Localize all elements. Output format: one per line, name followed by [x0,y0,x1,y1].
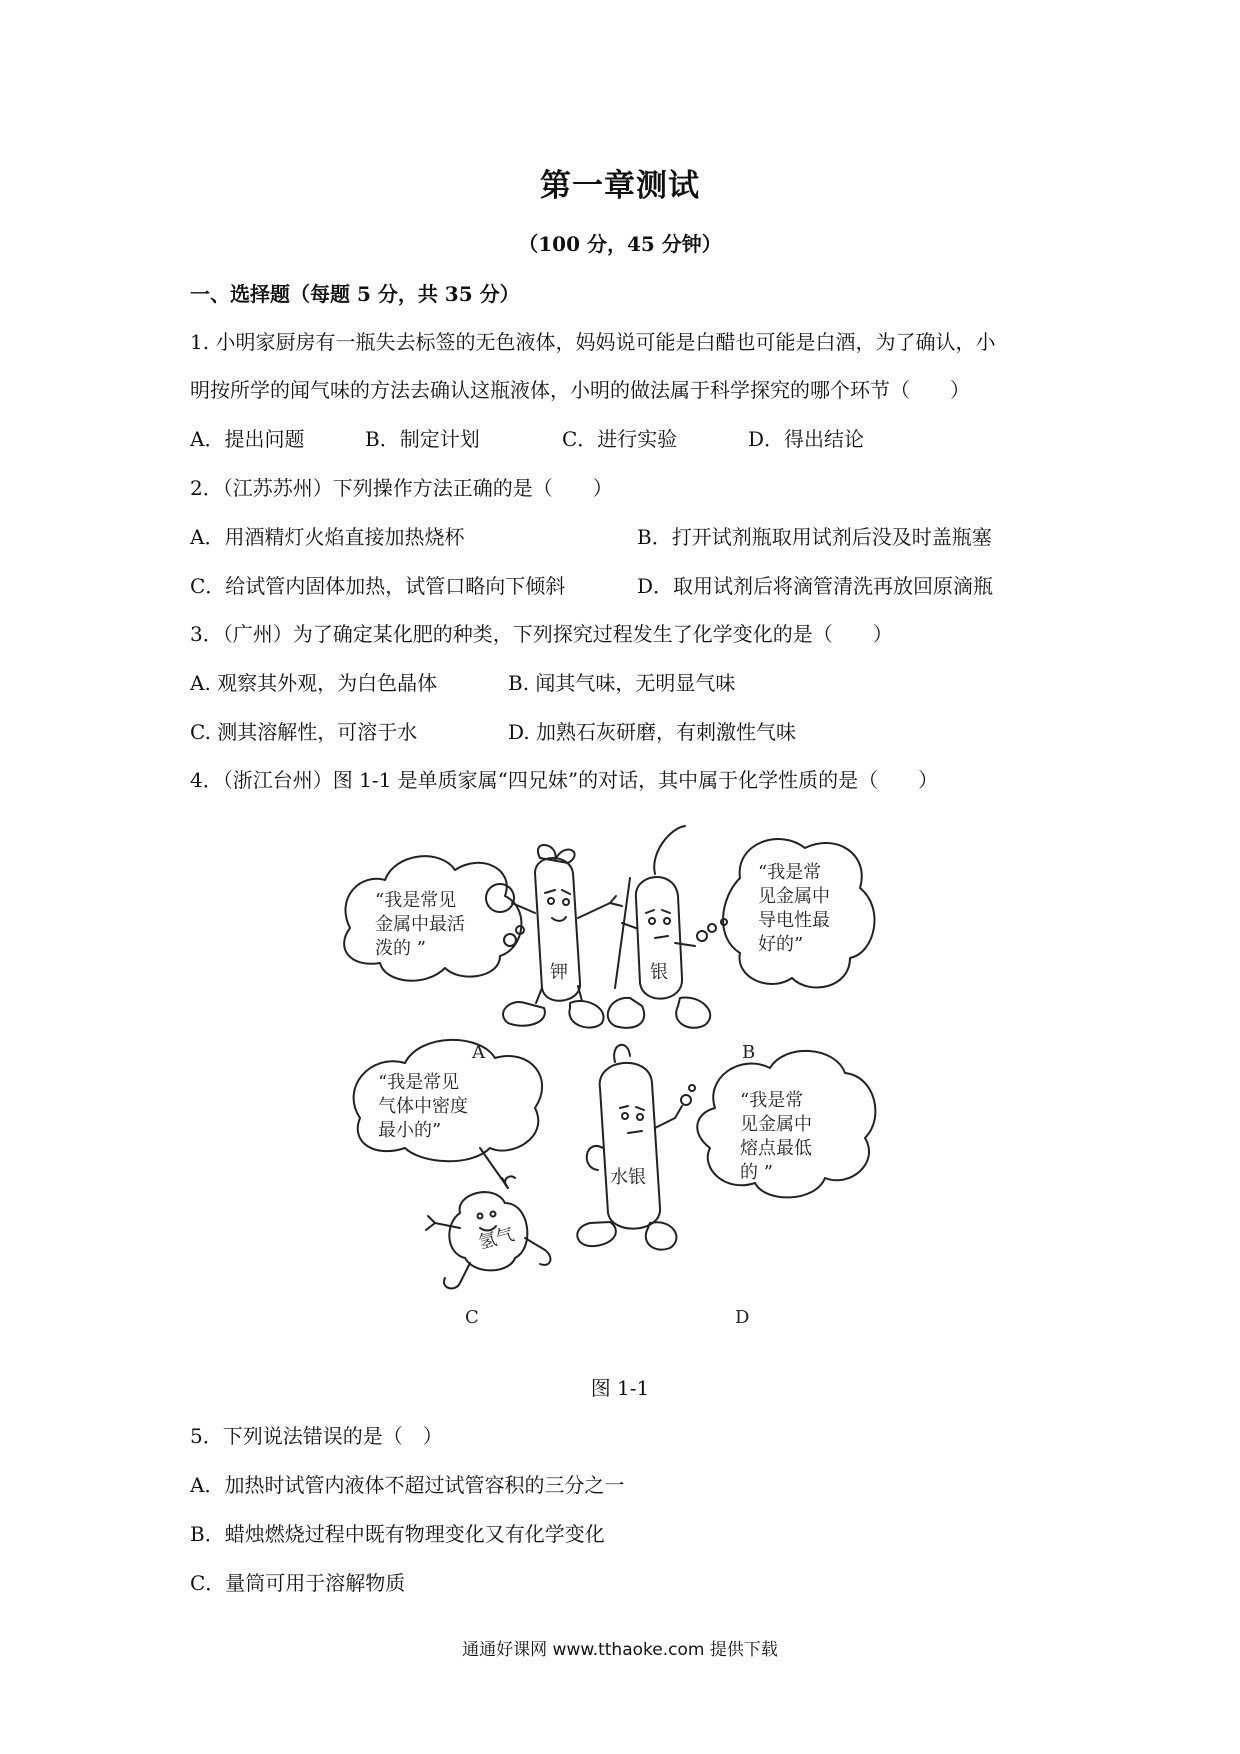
question-3-stem: 3．（广州）为了确定某化肥的种类，下列探究过程发生了化学变化的是（ ） [190,622,893,646]
q1-option-d: D．得出结论 [748,427,865,451]
page-title: 第一章测试 [540,168,700,204]
panel-c-bubble-line-1: “我是常见 [378,1072,460,1093]
q2-option-b: B．打开试剂瓶取用试剂后没及时盖瓶塞 [637,525,992,549]
q3-option-c: C. 测其溶解性，可溶于水 [190,720,418,744]
panel-b-bubble-line-2: 见金属中 [758,886,830,907]
question-2-stem: 2．（江苏苏州）下列操作方法正确的是（ ） [190,476,613,500]
figure-1-1 [330,818,930,1338]
q3-option-d: D. 加熟石灰研磨，有刺激性气味 [508,720,797,744]
q1-option-c: C．进行实验 [562,427,678,451]
section-heading: 一、选择题（每题 5 分，共 35 分） [190,282,520,306]
q2-option-d: D．取用试剂后将滴管清洗再放回原滴瓶 [637,574,994,598]
q3-option-b: B. 闻其气味，无明显气味 [508,671,736,695]
panel-a-label: A [472,1042,485,1063]
q1-option-b: B．制定计划 [365,427,480,451]
panel-c-bubble-line-3: 最小的” [378,1120,442,1141]
page-subtitle: （100 分，45 分钟） [518,232,722,256]
question-1-line-1: 1. 小明家厨房有一瓶失去标签的无色液体，妈妈说可能是白醋也可能是白酒，为了确认，小 [190,330,996,354]
panel-d-bubble-line-1: “我是常 [740,1090,804,1111]
panel-b-art [608,826,875,1028]
panel-a-bubble-line-3: 泼的 ” [375,938,426,959]
panel-d-label: D [735,1307,750,1328]
q2-option-a: A．用酒精灯火焰直接加热烧杯 [190,525,465,549]
panel-a-character-name: 钾 [550,962,568,983]
panel-d-bubble-line-4: 的 ” [740,1162,773,1183]
q5-option-c: C．量筒可用于溶解物质 [190,1571,406,1595]
panel-d-bubble-line-3: 熔点最低 [740,1138,812,1159]
figure-caption: 图 1-1 [590,1376,650,1400]
panel-d-art [577,1045,875,1250]
panel-a-bubble-line-1: “我是常见 [375,890,457,911]
panel-a-bubble-line-2: 金属中最活 [375,914,465,935]
panel-a-art [344,845,622,1028]
q5-option-b: B．蜡烛燃烧过程中既有物理变化又有化学变化 [190,1522,605,1546]
figure-illustration [330,818,930,1338]
panel-c-label: C [465,1307,479,1328]
panel-c-character-name: 氢气 [476,1224,517,1254]
q3-option-a: A. 观察其外观，为白色晶体 [190,671,438,695]
q2-option-c: C．给试管内固体加热，试管口略向下倾斜 [190,574,566,598]
page-footer: 通通好课网 www.tthaoke.com 提供下载 [462,1640,778,1660]
panel-b-bubble-line-4: 好的” [758,934,804,955]
question-5-stem: 5．下列说法错误的是（ ） [190,1424,443,1448]
panel-c-bubble-line-2: 气体中密度 [378,1096,468,1117]
panel-b-bubble-line-1: “我是常 [758,862,822,883]
panel-b-label: B [742,1042,756,1063]
q1-option-a: A．提出问题 [190,427,305,451]
panel-d-character-name: 水银 [610,1167,646,1188]
panel-d-bubble-line-2: 见金属中 [740,1114,812,1135]
panel-b-character-name: 银 [650,962,668,983]
question-4-stem: 4．（浙江台州）图 1-1 是单质家属“四兄妹”的对话，其中属于化学性质的是（ ） [190,768,939,792]
panel-b-bubble-line-3: 导电性最 [758,910,830,931]
q5-option-a: A．加热时试管内液体不超过试管容积的三分之一 [190,1473,625,1497]
question-1-line-2: 明按所学的闻气味的方法去确认这瓶液体，小明的做法属于科学探究的哪个环节（ ） [190,378,970,402]
